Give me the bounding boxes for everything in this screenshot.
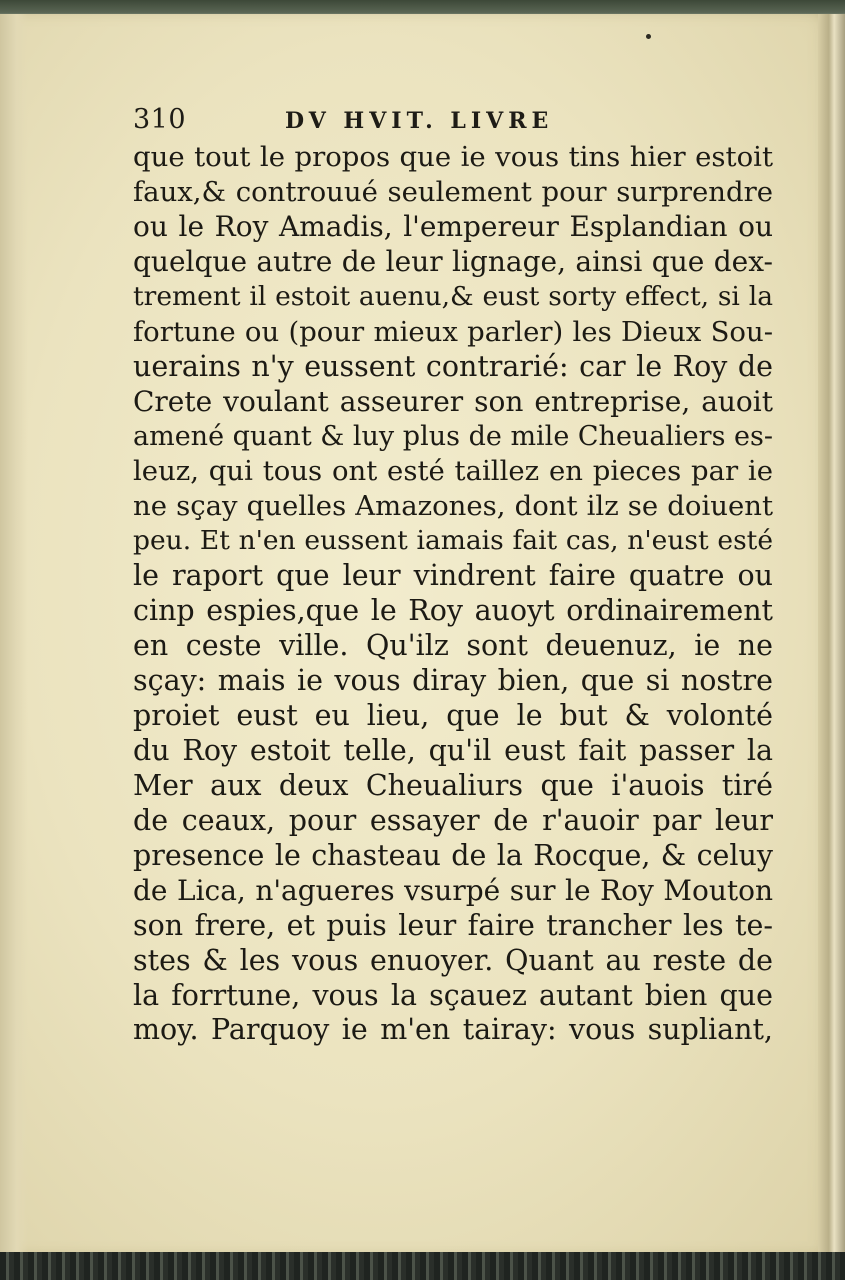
text-line: en ceste ville. Qu'ilz sont deuenuz, ie ne xyxy=(133,629,773,663)
text-line: moy. Parquoy ie m'en tairay: vous supliant, xyxy=(133,1013,773,1047)
text-line: ou le Roy Amadis, l'empereur Esplandian ou xyxy=(133,209,773,243)
text-line: du Roy estoit telle, qu'il eust fait passer la xyxy=(133,733,773,767)
text-line: Crete voulant asseurer son entreprise, auoit xyxy=(133,384,773,418)
text-line: Mer aux deux Cheualiurs que i'auois tiré xyxy=(133,768,773,802)
text-line: que tout le propos que ie vous tins hier estoit xyxy=(133,141,773,173)
text-line: ne sçay quelles Amazones, dont ilz se doiuent xyxy=(133,490,773,523)
ink-speck xyxy=(646,34,651,39)
text-line: sçay: mais ie vous diray bien, que si nostre xyxy=(133,664,773,698)
text-line: proiet eust eu lieu, que le but & volonté xyxy=(133,699,773,732)
text-line: amené quant & luy plus de mile Cheualiers es- xyxy=(133,420,773,452)
text-line: quelque autre de leur lignage, ainsi que dex- xyxy=(133,244,773,278)
text-line: uerains n'y eussent contrarié: car le Roy de xyxy=(133,349,773,383)
page-number: 310 xyxy=(133,104,187,135)
page-fore-edge xyxy=(818,14,845,1254)
text-line: faux,& controuué seulement pour surprendre xyxy=(133,175,773,208)
text-line: trement il estoit auenu,& eust sorty effect, si la xyxy=(133,280,773,312)
text-line: fortune ou (pour mieux parler) les Dieux Sou- xyxy=(133,315,773,348)
body-text xyxy=(133,140,773,1048)
text-line: de Lica, n'agueres vsurpé sur le Roy Mouton xyxy=(133,873,773,907)
text-line: le raport que leur vindrent faire quatre ou xyxy=(133,559,773,593)
scan-bottom-edge xyxy=(0,1252,845,1280)
running-head: DV HVIT. LIVRE xyxy=(285,108,554,134)
text-line: leuz, qui tous ont esté taillez en pieces par ie xyxy=(133,455,773,488)
text-line: cinp espies,que le Roy auoyt ordinairement xyxy=(133,594,773,628)
text-line: de ceaux, pour essayer de r'auoir par leur xyxy=(133,803,773,837)
text-line: la forrtune, vous la sçauez autant bien que xyxy=(133,978,773,1012)
text-line: stes & les vous enuoyer. Quant au reste de xyxy=(133,943,773,977)
text-line: presence le chasteau de la Rocque, & celuy xyxy=(133,838,773,872)
text-line: son frere, et puis leur faire trancher les te- xyxy=(133,908,773,942)
page-gutter-shadow xyxy=(0,14,28,1254)
text-line: peu. Et n'en eussent iamais fait cas, n'eust esté xyxy=(133,525,773,557)
